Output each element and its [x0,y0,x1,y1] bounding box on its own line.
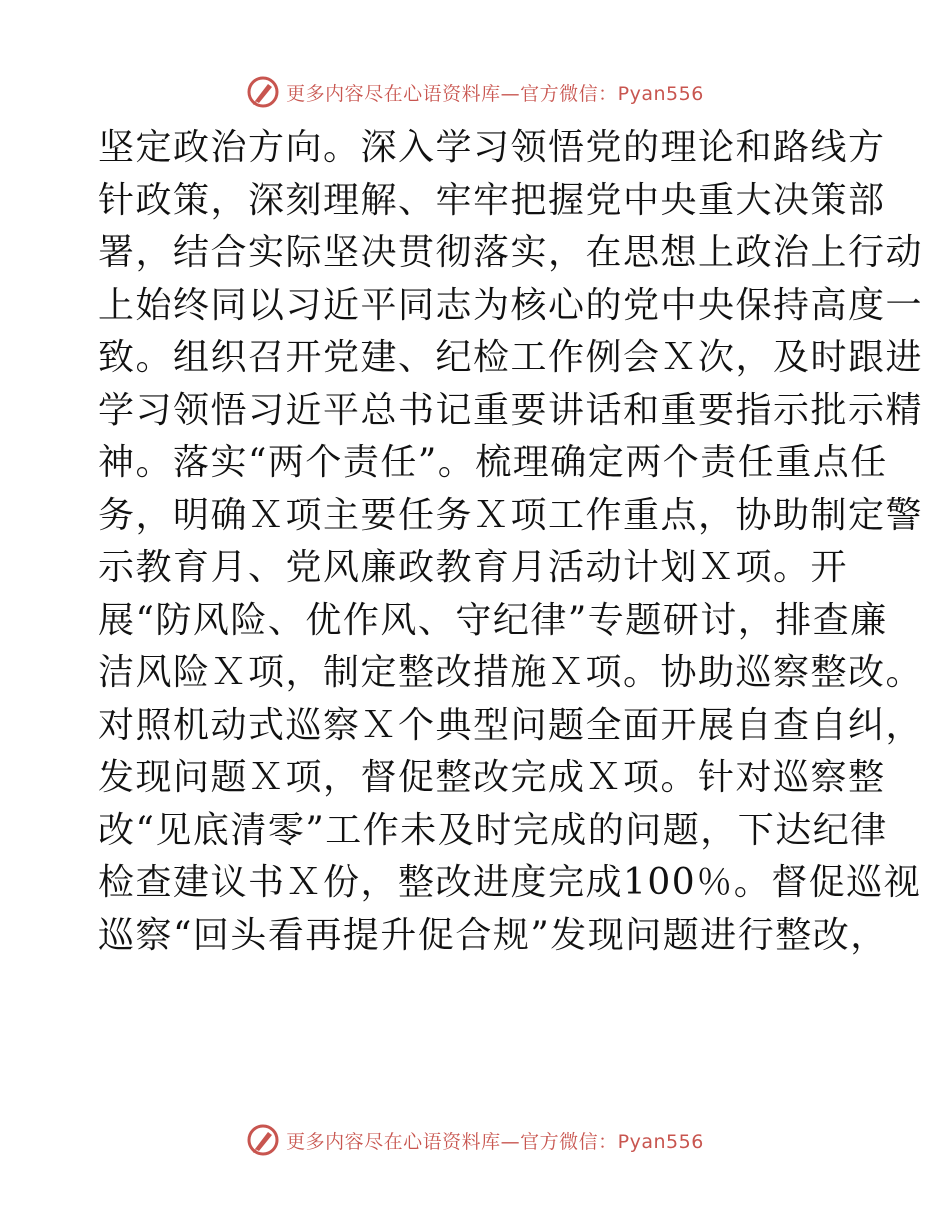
text-line: 上始终同以习近平同志为核心的党中央保持高度一 [98,284,924,326]
text-line: 改“见底清零”工作未及时完成的问题，下达纪律 [98,809,888,851]
text-line: 发现问题Ｘ项，督促整改完成Ｘ项。针对巡察整 [98,757,886,798]
text-line: 洁风险Ｘ项，制定整改措施Ｘ项。协助巡察整改。 [98,652,924,693]
text-line: 对照机动式巡察Ｘ个典型问题全面开展自查自纠， [98,704,924,746]
text-line: 署，结合实际坚决贯彻落实，在思想上政治上行动 [98,232,924,273]
watermark-text: 更多内容尽在心语资料库—官方微信：Pyan556 [286,1130,704,1153]
text-line: 坚定政治方向。深入学习领悟党的理论和路线方 [98,127,886,168]
text-line: 针政策，深刻理解、牢牢把握党中央重大决策部 [98,179,886,221]
quill-pen-icon [246,75,280,109]
text-line: 致。组织召开党建、纪检工作例会Ｘ次，及时跟进 [98,337,924,378]
footer-watermark [0,1120,950,1160]
header-watermark [0,72,950,112]
text-line: 展“防风险、优作风、守纪律”专题研讨，排查廉 [98,599,888,641]
watermark-text: 更多内容尽在心语资料库—官方微信：Pyan556 [286,82,704,105]
document-body [98,122,924,962]
text-line: 学习领悟习近平总书记重要讲话和重要指示批示精 [98,389,924,431]
text-line: 神。落实“两个责任”。梳理确定两个责任重点任 [98,442,888,483]
text-line: 示教育月、党风廉政教育月活动计划Ｘ项。开 [98,547,849,588]
text-line: 务，明确Ｘ项主要任务Ｘ项工作重点，协助制定警 [98,494,924,536]
quill-pen-icon [246,1123,280,1157]
text-line: 检查建议书Ｘ份，整改进度完成100％。督促巡视 [98,862,922,903]
text-line: 巡察“回头看再提升促合规”发现问题进行整改， [98,914,888,956]
